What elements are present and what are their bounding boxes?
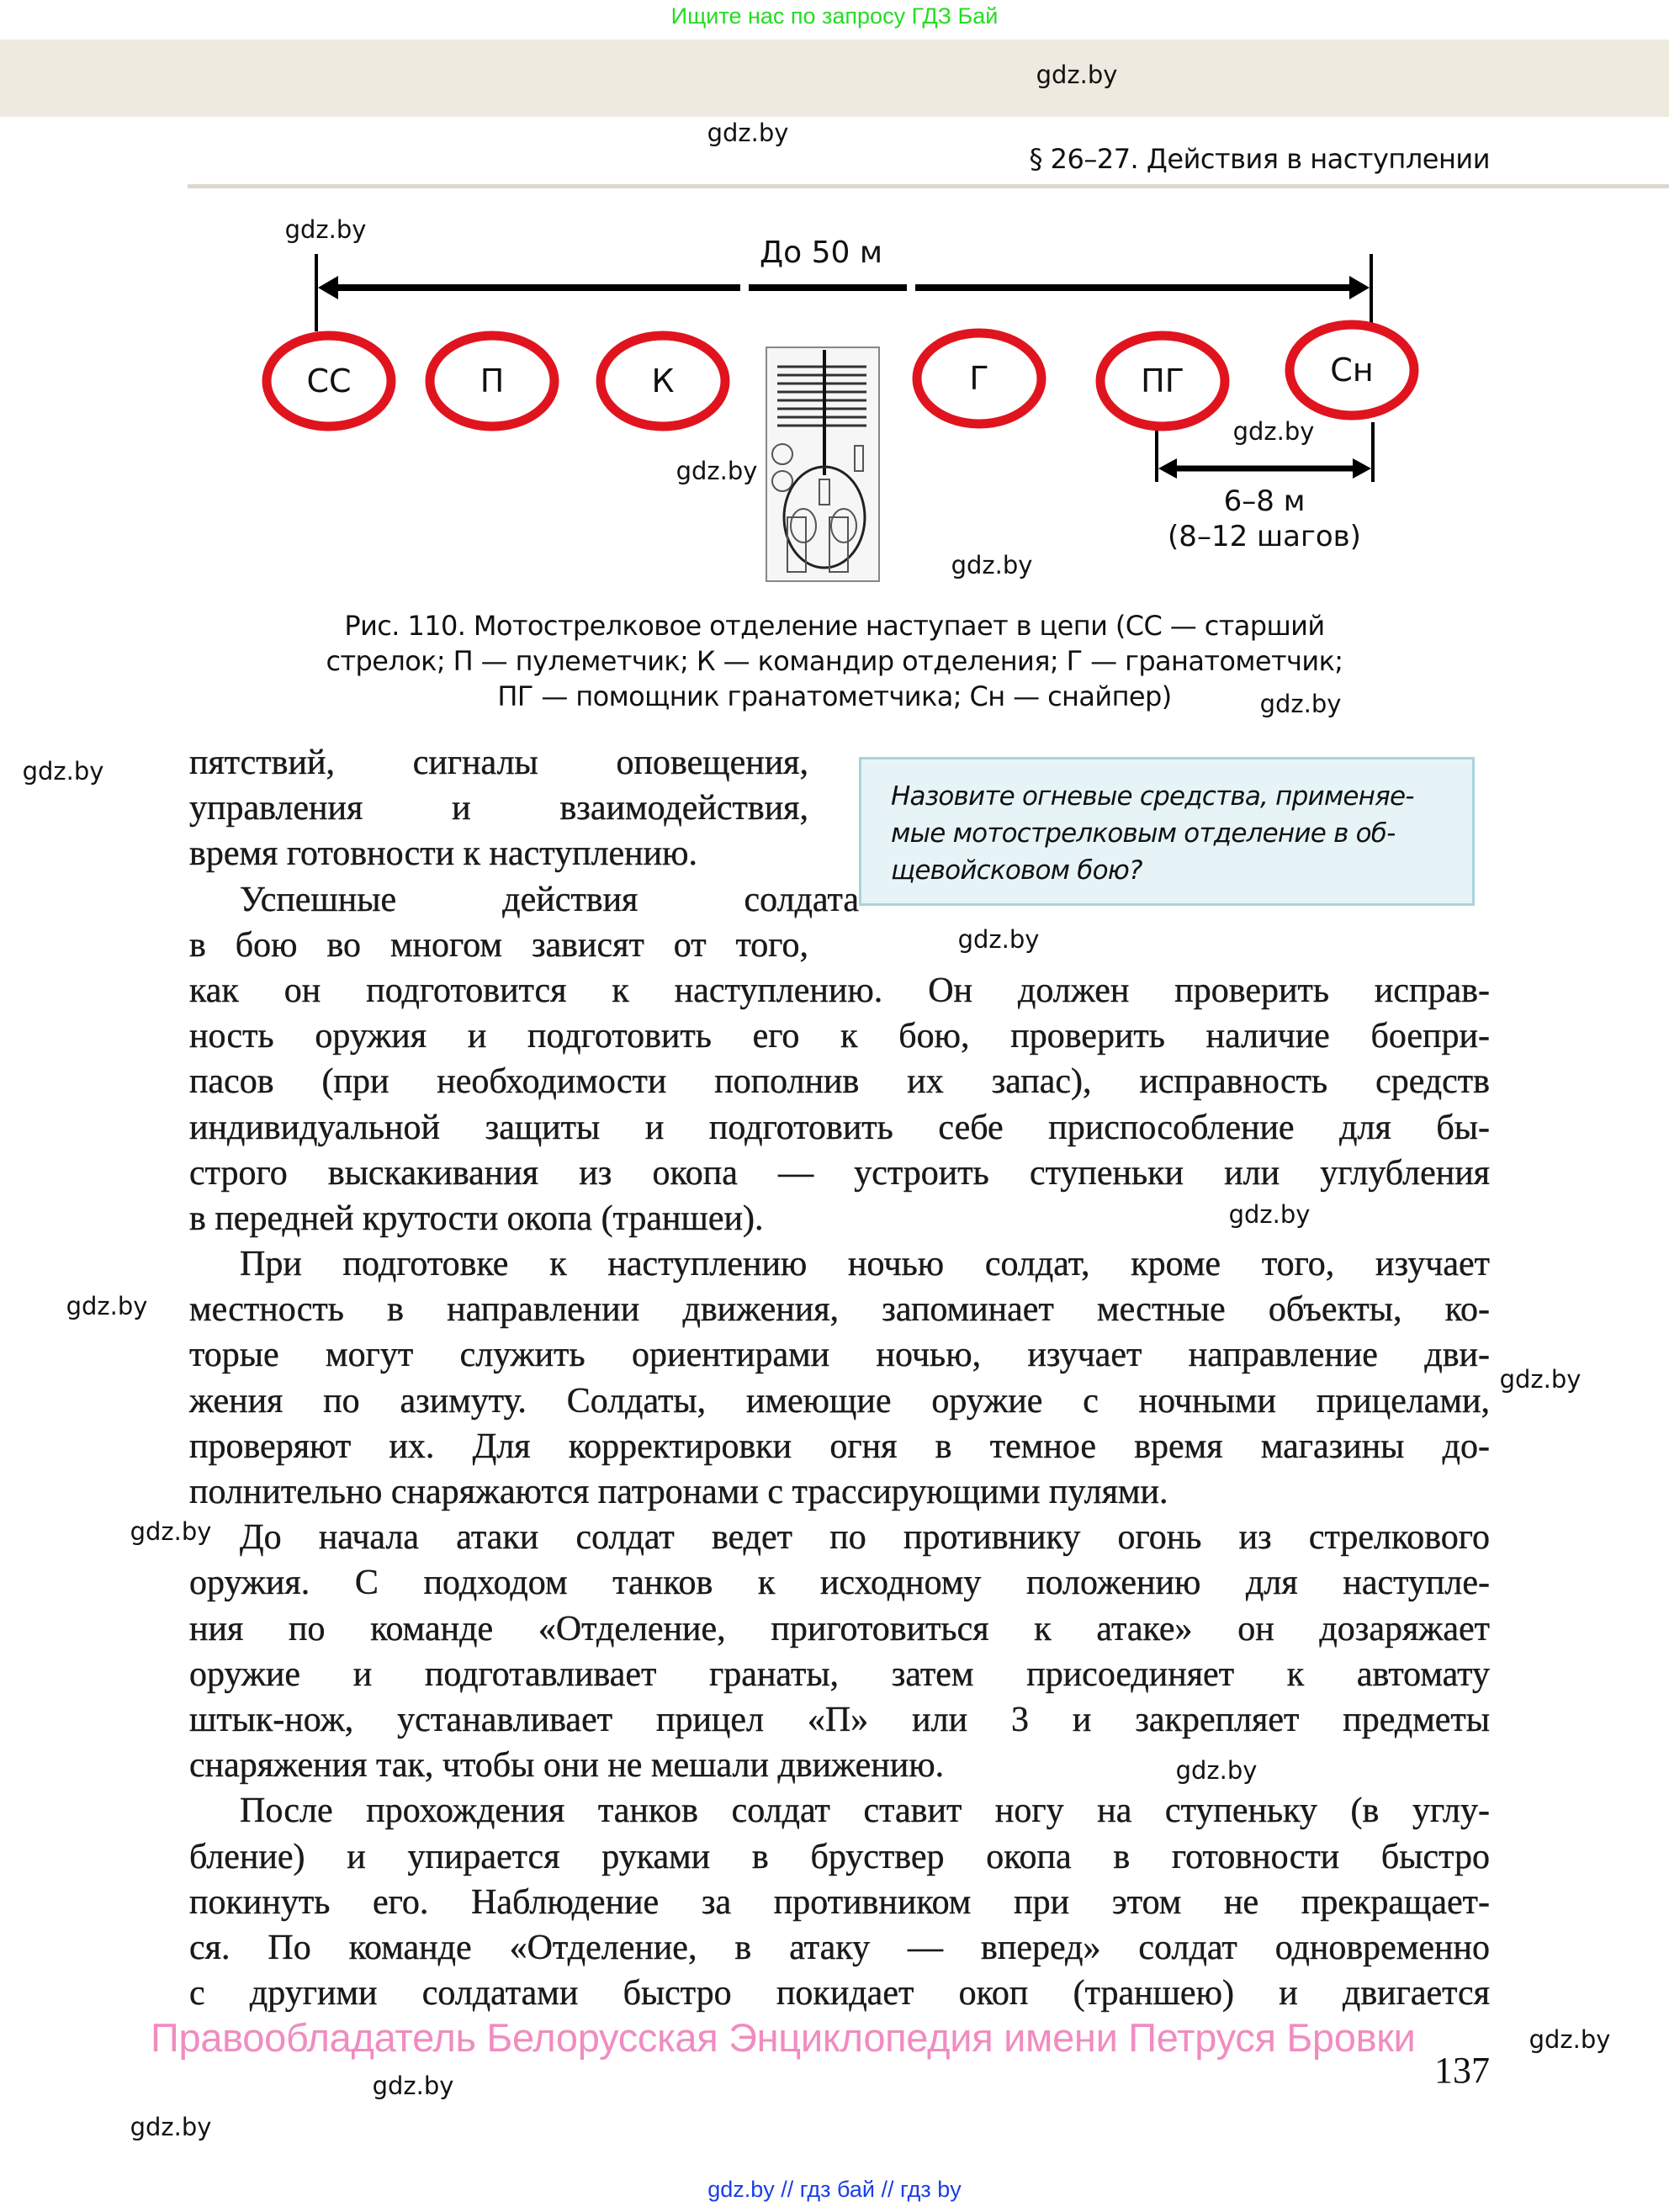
body-text-line: оружие и подготавливает гранаты, затем присоединяет к автомату: [189, 1654, 1490, 1694]
position-label: Сн: [1330, 352, 1374, 389]
position-marker: [267, 336, 391, 426]
body-text-line: индивидуальной защиты и подготовить себе приспособление для бы-: [189, 1108, 1490, 1147]
body-text-line: жения по азимуту. Солдаты, имеющие оружие с ночными прицелами,: [189, 1381, 1490, 1421]
watermark: gdz.by: [372, 2072, 454, 2100]
body-text-line: полнительно снаряжаются патронами с трассирующими пулями.: [189, 1473, 1168, 1511]
position-label: ПГ: [1141, 362, 1184, 400]
watermark: gdz.by: [284, 215, 367, 244]
position-marker: [430, 336, 554, 426]
body-text-line: как он подготовится к наступлению. Он должен проверить исправ-: [189, 971, 1490, 1010]
body-text-line: штык-нож, устанавливает прицел «П» или 3 и закрепляет предметы: [189, 1700, 1490, 1739]
body-text-line: оружия. С подходом танков к исходному положению для наступле-: [189, 1564, 1490, 1603]
watermark: gdz.by: [1228, 1200, 1311, 1229]
header-divider: [188, 184, 1669, 188]
body-text-line: управления и взаимодействия,: [189, 789, 808, 828]
watermark: gdz.by: [1529, 2025, 1611, 2054]
question-line: мые мотострелковым отделение в об-: [891, 818, 1396, 849]
body-text-line: ся. По команде «Отделение, в атаку — вперед» солдат одновременно: [189, 1928, 1490, 1967]
watermark: gdz.by: [1232, 417, 1315, 446]
position-marker: [1100, 336, 1225, 426]
watermark: gdz.by: [707, 119, 789, 147]
body-text-line: При подготовке к наступлению ночью солдат, кроме того, изучает: [240, 1245, 1490, 1284]
position-label: СС: [306, 362, 352, 400]
body-text-line: После прохождения танков солдат ставит ногу на ступеньку (в углу-: [240, 1791, 1490, 1831]
interval-steps-label: (8–12 шагов): [1168, 520, 1361, 553]
body-text-line: местность в направлении движения, запоминает местные объекты, ко-: [189, 1290, 1490, 1330]
watermark: gdz.by: [676, 457, 758, 485]
body-text-line: с другими солдатами быстро покидает окоп (траншею) и двигается: [189, 1974, 1490, 2014]
figure-caption-line: Рис. 110. Мотострелковое отделение наступает в цепи (СС — старший: [344, 610, 1325, 642]
question-line: Назовите огневые средства, применяе-: [891, 781, 1414, 812]
position-label: К: [651, 362, 675, 400]
position-marker: [1290, 325, 1414, 415]
body-text-line: в бою во многом зависят от того,: [189, 925, 808, 965]
watermark: gdz.by: [1175, 1756, 1258, 1785]
question-line: щевойсковом бою?: [891, 855, 1142, 886]
body-text-line: пасов (при необходимости пополнив их запас), исправность средств: [189, 1062, 1490, 1102]
watermark: gdz.by: [130, 1517, 212, 1546]
body-text-line: Успешные действия солдата: [240, 880, 859, 919]
body-text-line: До начала атаки солдат ведет по противнику огонь из стрелкового: [240, 1518, 1490, 1558]
body-text-line: пятствий, сигналы оповещения,: [189, 744, 808, 782]
position-marker: [917, 333, 1041, 424]
position-marker: [601, 336, 725, 426]
position-label: Г: [969, 360, 989, 397]
watermark: gdz.by: [951, 551, 1033, 579]
body-text-line: торые могут служить ориентирами ночью, изучает направление дви-: [189, 1336, 1490, 1375]
body-text: [189, 740, 1490, 2016]
body-text-line: покинуть его. Наблюдение за противником при этом не прекращает-: [189, 1882, 1490, 1922]
section-header: § 26–27. Действия в наступлении: [1029, 143, 1490, 175]
watermark: gdz.by: [1036, 61, 1118, 89]
watermark: gdz.by: [22, 757, 104, 786]
body-text-line: бление) и упирается руками в бруствер окопа в готовности быстро: [189, 1837, 1490, 1876]
page-number: 137: [1434, 2050, 1490, 2091]
position-label: П: [480, 362, 505, 400]
watermark: gdz.by: [1499, 1365, 1582, 1394]
watermark: gdz.by: [1259, 690, 1342, 718]
body-text-line: время готовности к наступлению.: [189, 834, 697, 874]
soldier-lower-figure: [766, 496, 879, 585]
body-text-line: строго выскакивания из окопа — устроить ступеньки или углубления: [189, 1153, 1490, 1193]
body-text-line: снаряжения так, чтобы они не мешали движению.: [189, 1746, 945, 1786]
figure-caption-line: стрелок; П — пулеметчик; К — командир отделения; Г — гранатометчик;: [326, 645, 1343, 677]
body-text-line: ность оружия и подготовить его к бою, проверить наличие боепри-: [189, 1017, 1490, 1056]
watermark: gdz.by: [66, 1292, 148, 1320]
body-text-line: проверяют их. Для корректировки огня в темное время магазины до-: [189, 1426, 1490, 1466]
copyright-notice: Правообладатель Белорусская Энциклопедия имени Петруся Бровки: [151, 2015, 1416, 2060]
interval-label: 6–8 м: [1223, 484, 1306, 518]
header-band: [0, 40, 1669, 117]
figure-caption-line: ПГ — помощник гранатометчика; Сн — снайпер): [497, 680, 1172, 712]
bottom-links[interactable]: gdz.by // гдз бай // гдз by: [707, 2177, 962, 2202]
top-search-banner[interactable]: Ищите нас по запросу ГДЗ Бай: [670, 3, 999, 29]
watermark: gdz.by: [130, 2113, 212, 2141]
body-text-line: ния по команде «Отделение, приготовиться к атаке» он дозаряжает: [189, 1609, 1490, 1648]
distance-label: До 50 м: [759, 235, 883, 270]
body-text-line: в передней крутости окопа (траншеи).: [189, 1199, 764, 1238]
watermark: gdz.by: [957, 925, 1040, 954]
